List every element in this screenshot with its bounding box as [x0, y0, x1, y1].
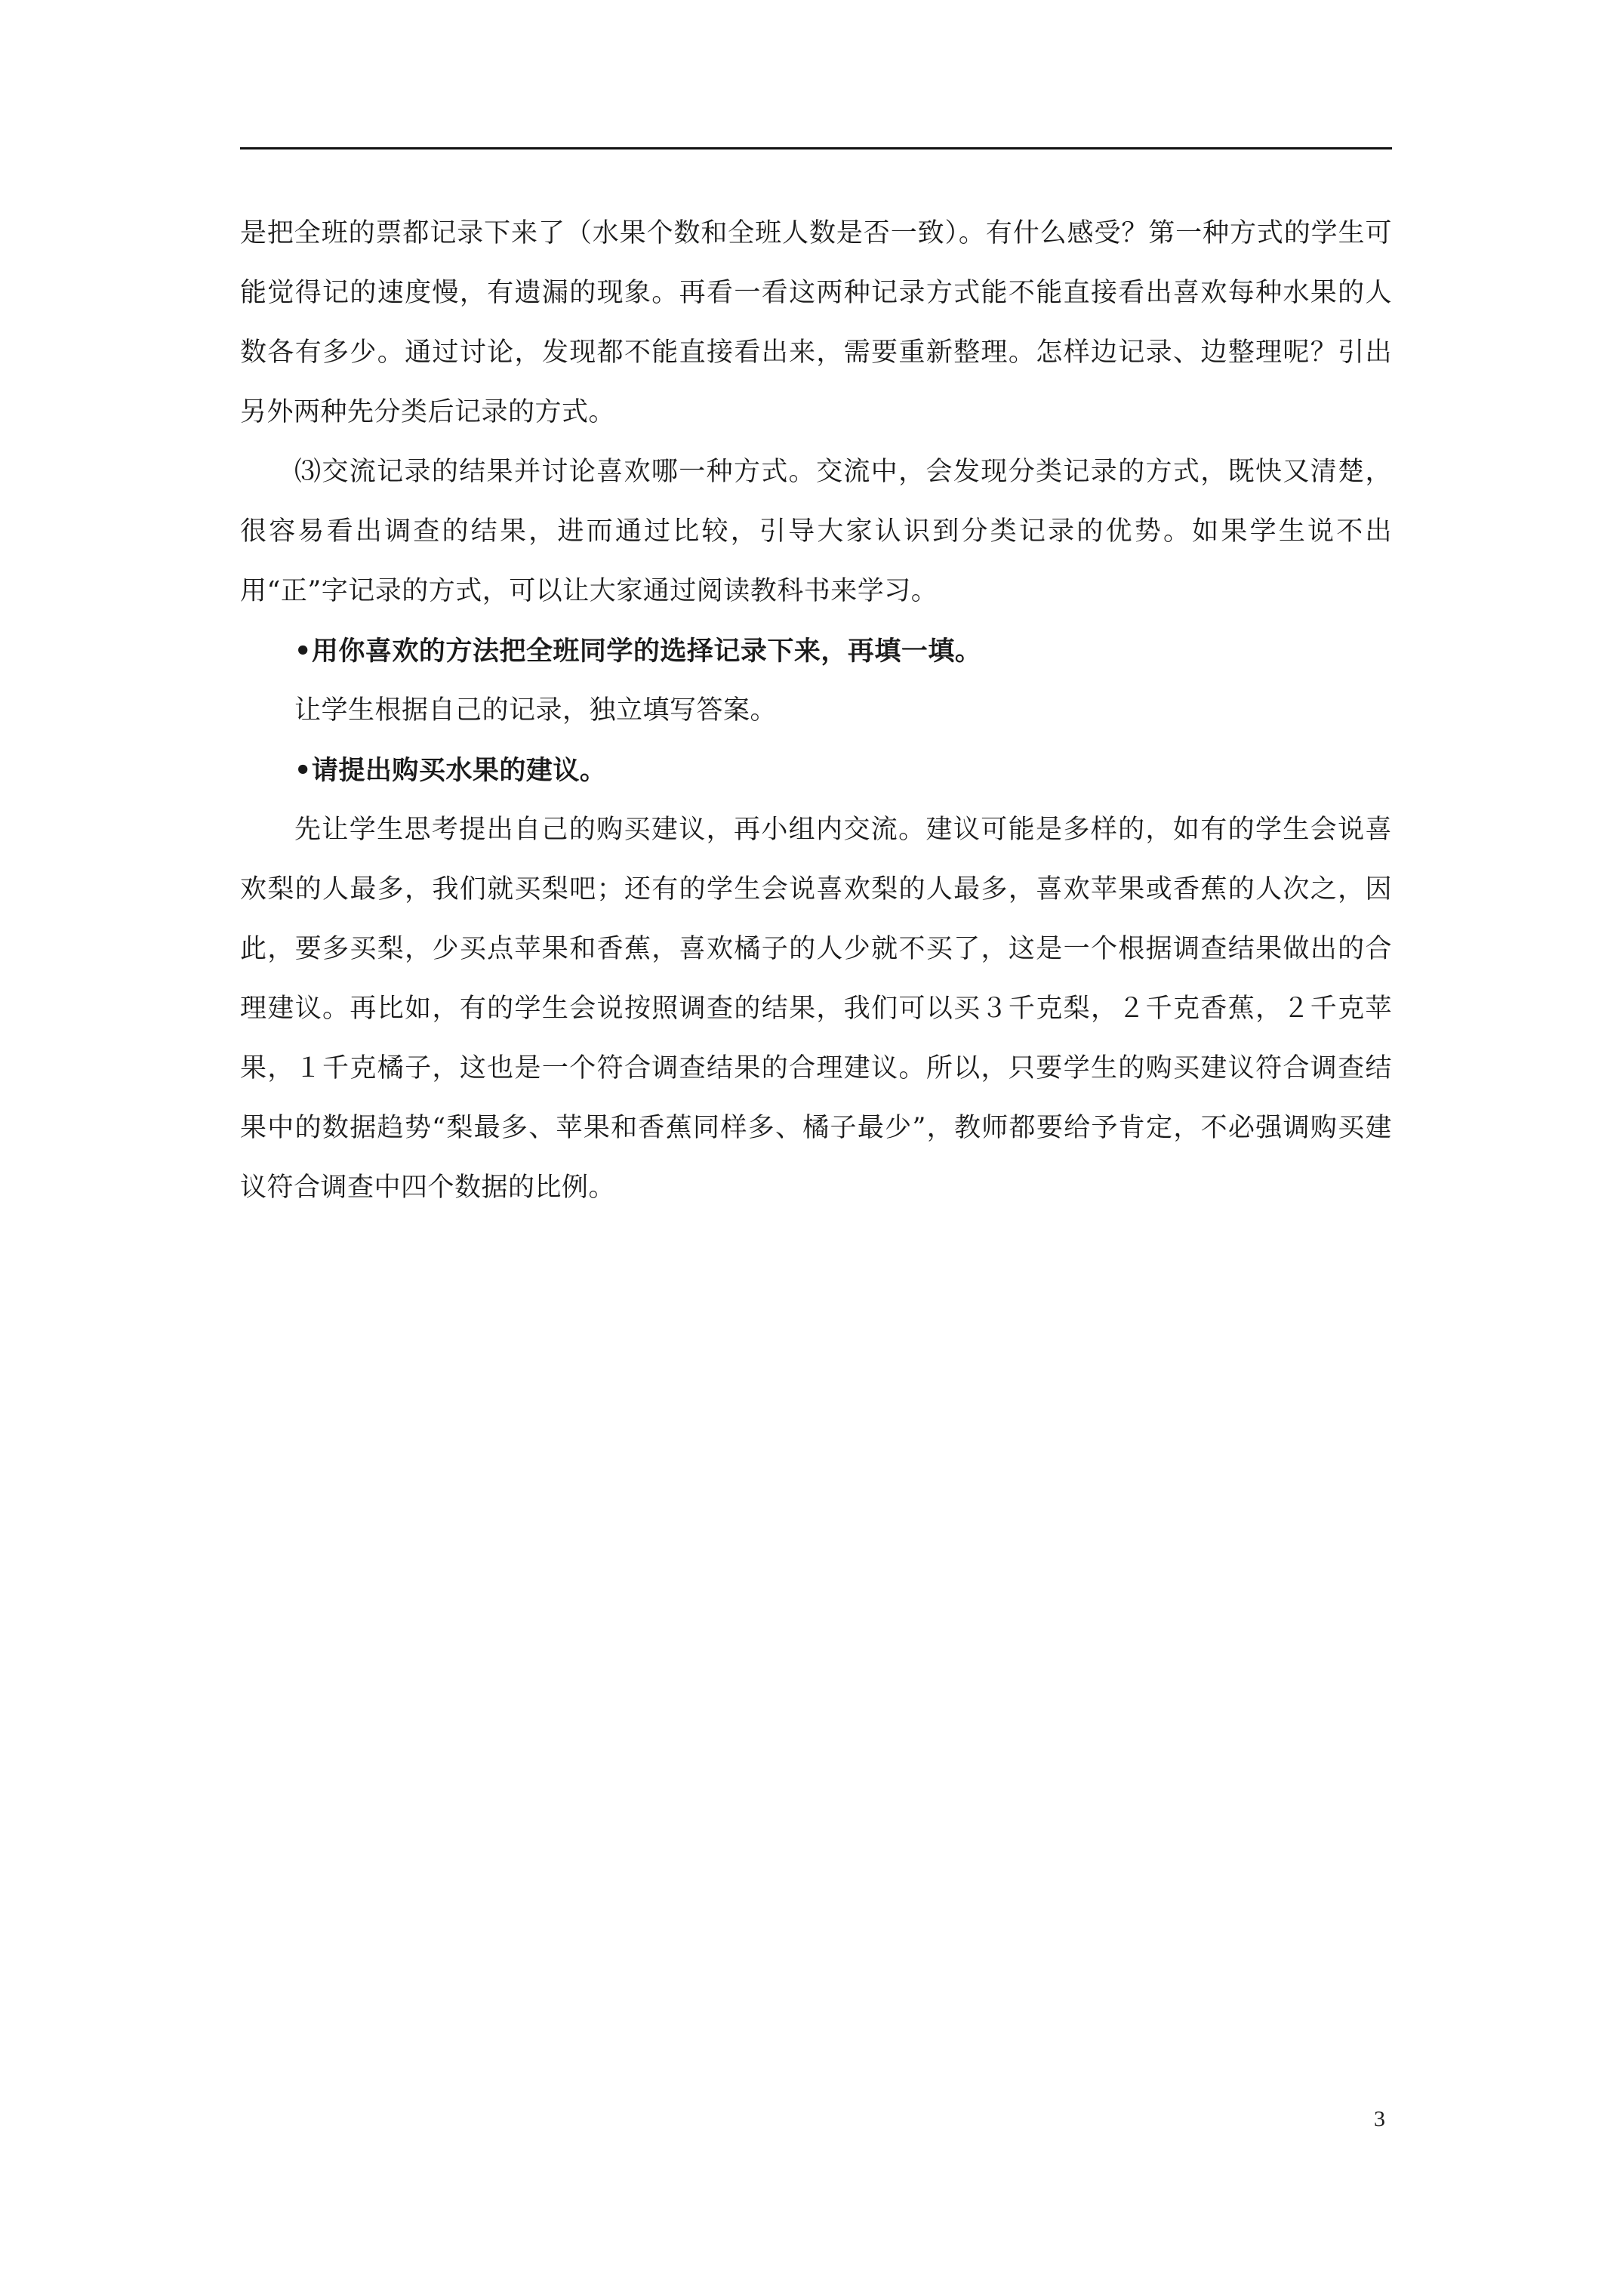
document-body [240, 204, 1392, 1218]
paragraph-purchase-discussion: 先让学生思考提出自己的购买建议，再小组内交流。建议可能是多样的，如有的学生会说喜欢梨的人最多，我们就买梨吧；还有的学生会说喜欢梨的人最多，喜欢苹果或香蕉的人次之，因此，要多买梨，少买点苹果和香蕉，喜欢橘子的人少就不买了，这是一个根据调查结果做出的合理建议。再比如，有的学生会说按照调查的结果，我们可以买３千克梨，２千克香蕉，２千克苹果，１千克橘子，这也是一个符合调查结果的合理建议。所以，只要学生的购买建议符合调查结果中的数据趋势“梨最多、苹果和香蕉同样多、橘子最少”，教师都要给予肯定，不必强调购买建议符合调查中四个数据的比例。 [240, 815, 1392, 1203]
bullet-purchase-suggestion: •请提出购买水果的建议。 [294, 755, 607, 786]
page-number: 3 [1374, 2106, 1385, 2131]
paragraph-exchange-records: ⑶交流记录的结果并讨论喜欢哪一种方式。交流中，会发现分类记录的方式，既快又清楚，很容易看出调查的结果，进而通过比较，引导大家认识到分类记录的优势。如果学生说不出用“正”字记录的方式，可以让大家通过阅读教科书来学习。 [240, 457, 1392, 606]
bullet-record-choices: •用你喜欢的方法把全班同学的选择记录下来，再填一填。 [294, 636, 982, 667]
paragraph-fill-answers: 让学生根据自己的记录，独立填写答案。 [294, 695, 778, 726]
paragraph-continuation: 是把全班的票都记录下来了（水果个数和全班人数是否一致）。有什么感受？第一种方式的学生可能觉得记的速度慢，有遗漏的现象。再看一看这两种记录方式能不能直接看出喜欢每种水果的人数各有多少。通过讨论，发现都不能直接看出来，需要重新整理。怎样边记录、边整理呢？引出另外两种先分类后记录的方式。 [240, 218, 1392, 427]
header-rule [240, 147, 1392, 149]
